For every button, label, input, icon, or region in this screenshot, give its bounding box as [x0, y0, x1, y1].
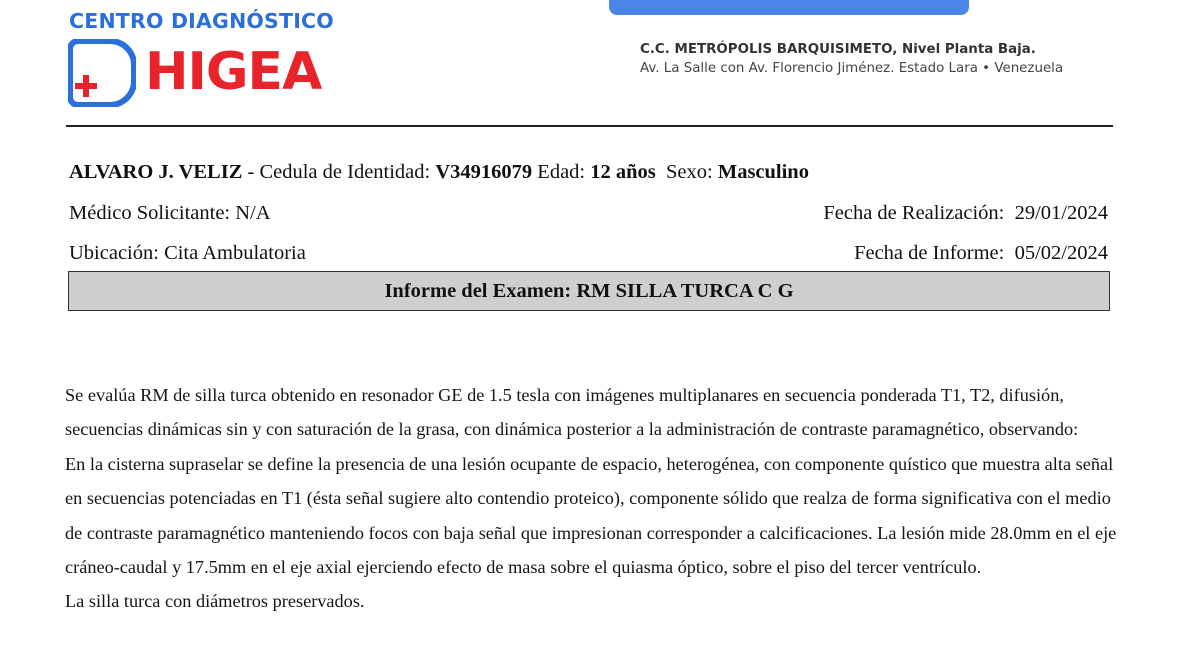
medical-cross-icon [68, 39, 136, 107]
top-blue-bar [609, 0, 969, 15]
report-paragraph-2: En la cisterna supraselar se define la presencia de una lesión ocupante de espacio, heterogénea, con componente quístico que muestra alta señal en secuencias potenciadas en T1 (ésta señal sugiere alto contendio proteico), componente sólido que realza de forma significativa con el medio de contraste paramagnético manteniendo focos con baja señal que impresionan corresponder a calcificaciones. La lesión mide 28.0mm en el eje cráneo-caudal y 17.5mm en el eje axial ejerciendo efecto de masa sobre el quiasma óptico, sobre el piso del tercer ventrículo. [65, 453, 1117, 578]
requesting-doctor: Médico Solicitante: N/A [69, 202, 271, 224]
location: Ubicación: Cita Ambulatoria [69, 242, 306, 264]
patient-info-line [69, 160, 809, 184]
logo-wordmark: HIGEA [145, 42, 322, 102]
report-date: Fecha de Informe: 05/02/2024 [854, 242, 1108, 264]
logo-tagline: CENTRO DIAGNÓSTICO [69, 9, 334, 33]
exam-title-box [68, 271, 1110, 311]
patient-age: 12 años [590, 161, 656, 183]
patient-sex: Masculino [717, 161, 809, 183]
patient-id: V34916079 [435, 161, 533, 183]
report-body [65, 378, 1125, 619]
performed-date: Fecha de Realización: 29/01/2024 [823, 202, 1108, 224]
age-label: Edad: [532, 161, 591, 183]
address-line-1: C.C. METRÓPOLIS BARQUISIMETO, Nivel Planta Baja. [640, 42, 1036, 57]
id-label: - Cedula de Identidad: [242, 161, 436, 183]
exam-title: Informe del Examen: RM SILLA TURCA C G [384, 279, 794, 302]
header-divider [66, 125, 1113, 127]
report-paragraph-3: La silla turca con diámetros preservados. [65, 591, 365, 612]
report-paragraph-1: Se evalúa RM de silla turca obtenido en resonador GE de 1.5 tesla con imágenes multiplanares en secuencia ponderada T1, T2, difusión, secuencias dinámicas sin y con saturación de la grasa, con dinámica posterior a la administración de contraste paramagnético, observando: [65, 385, 1079, 440]
address-line-2: Av. La Salle con Av. Florencio Jiménez. Estado Lara • Venezuela [640, 61, 1064, 76]
patient-name: ALVARO J. VELIZ [69, 161, 243, 183]
sex-label: Sexo: [655, 161, 718, 183]
